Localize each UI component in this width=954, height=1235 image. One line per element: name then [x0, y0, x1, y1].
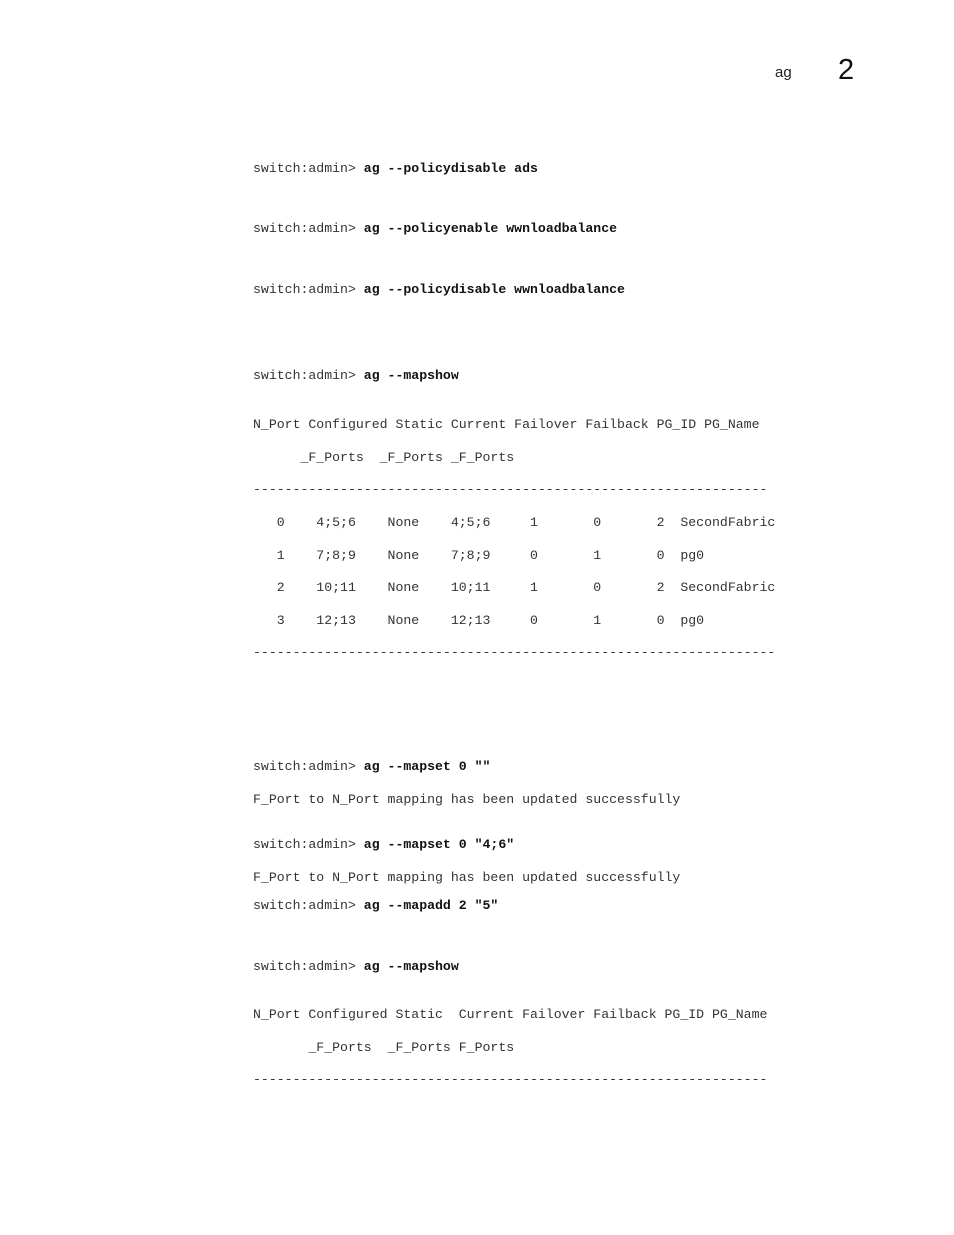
command-mapadd [253, 898, 498, 914]
prompt: switch:admin> [253, 959, 364, 974]
table-row: 0 4;5;6 None 4;5;6 1 0 2 SecondFabric [253, 515, 776, 531]
command-policydisable-wwnloadbalance [253, 282, 625, 298]
table-header-line-2: _F_Ports _F_Ports _F_Ports [253, 449, 515, 465]
command-text: ag --policydisable ads [363, 161, 538, 176]
table-header-line-2: _F_Ports _F_Ports F_Ports [253, 1039, 515, 1055]
command-policyenable-wwnloadbalance [253, 221, 617, 237]
mapshow-output-2 [253, 991, 767, 1105]
command-mapset-4-6 [253, 821, 680, 902]
command-text: ag --mapset 0 "" [363, 759, 491, 775]
table-rule-top: ----------------------------------------------------------------- [253, 482, 768, 498]
prompt: switch:admin> [253, 221, 364, 236]
table-row: 3 12;13 None 12;13 0 1 0 pg0 [253, 612, 705, 628]
prompt: switch:admin> [253, 759, 364, 775]
chapter-number: 2 [838, 54, 855, 86]
command-text: ag --mapshow [363, 368, 459, 383]
table-row: 1 7;8;9 None 7;8;9 0 1 0 pg0 [253, 547, 705, 563]
command-text: ag --policyenable wwnloadbalance [363, 221, 618, 236]
command-result: F_Port to N_Port mapping has been updated successfully [253, 869, 681, 885]
mapshow-output-1 [253, 401, 775, 678]
command-text: ag --mapadd 2 "5" [363, 898, 499, 913]
prompt: switch:admin> [253, 898, 364, 913]
prompt: switch:admin> [253, 161, 364, 176]
command-text: ag --policydisable wwnloadbalance [363, 282, 625, 297]
section-label: ag [775, 64, 792, 81]
command-policydisable-ads [253, 161, 538, 177]
prompt: switch:admin> [253, 837, 364, 853]
command-text: ag --mapshow [363, 959, 459, 974]
table-rule: ----------------------------------------------------------------- [253, 1072, 768, 1088]
command-mapset-empty [253, 743, 680, 824]
prompt: switch:admin> [253, 282, 364, 297]
table-row: 2 10;11 None 10;11 1 0 2 SecondFabric [253, 580, 776, 596]
table-header-line-1: N_Port Configured Static Current Failover Failback PG_ID PG_Name [253, 1007, 768, 1023]
command-result: F_Port to N_Port mapping has been updated successfully [253, 791, 681, 807]
table-rule-bottom: ------------------------------------------------------------------ [253, 645, 776, 661]
command-mapshow-1 [253, 368, 459, 384]
table-header-line-1: N_Port Configured Static Current Failover Failback PG_ID PG_Name [253, 417, 760, 433]
command-mapshow-2 [253, 959, 459, 975]
command-text: ag --mapset 0 "4;6" [363, 837, 515, 853]
prompt: switch:admin> [253, 368, 364, 383]
